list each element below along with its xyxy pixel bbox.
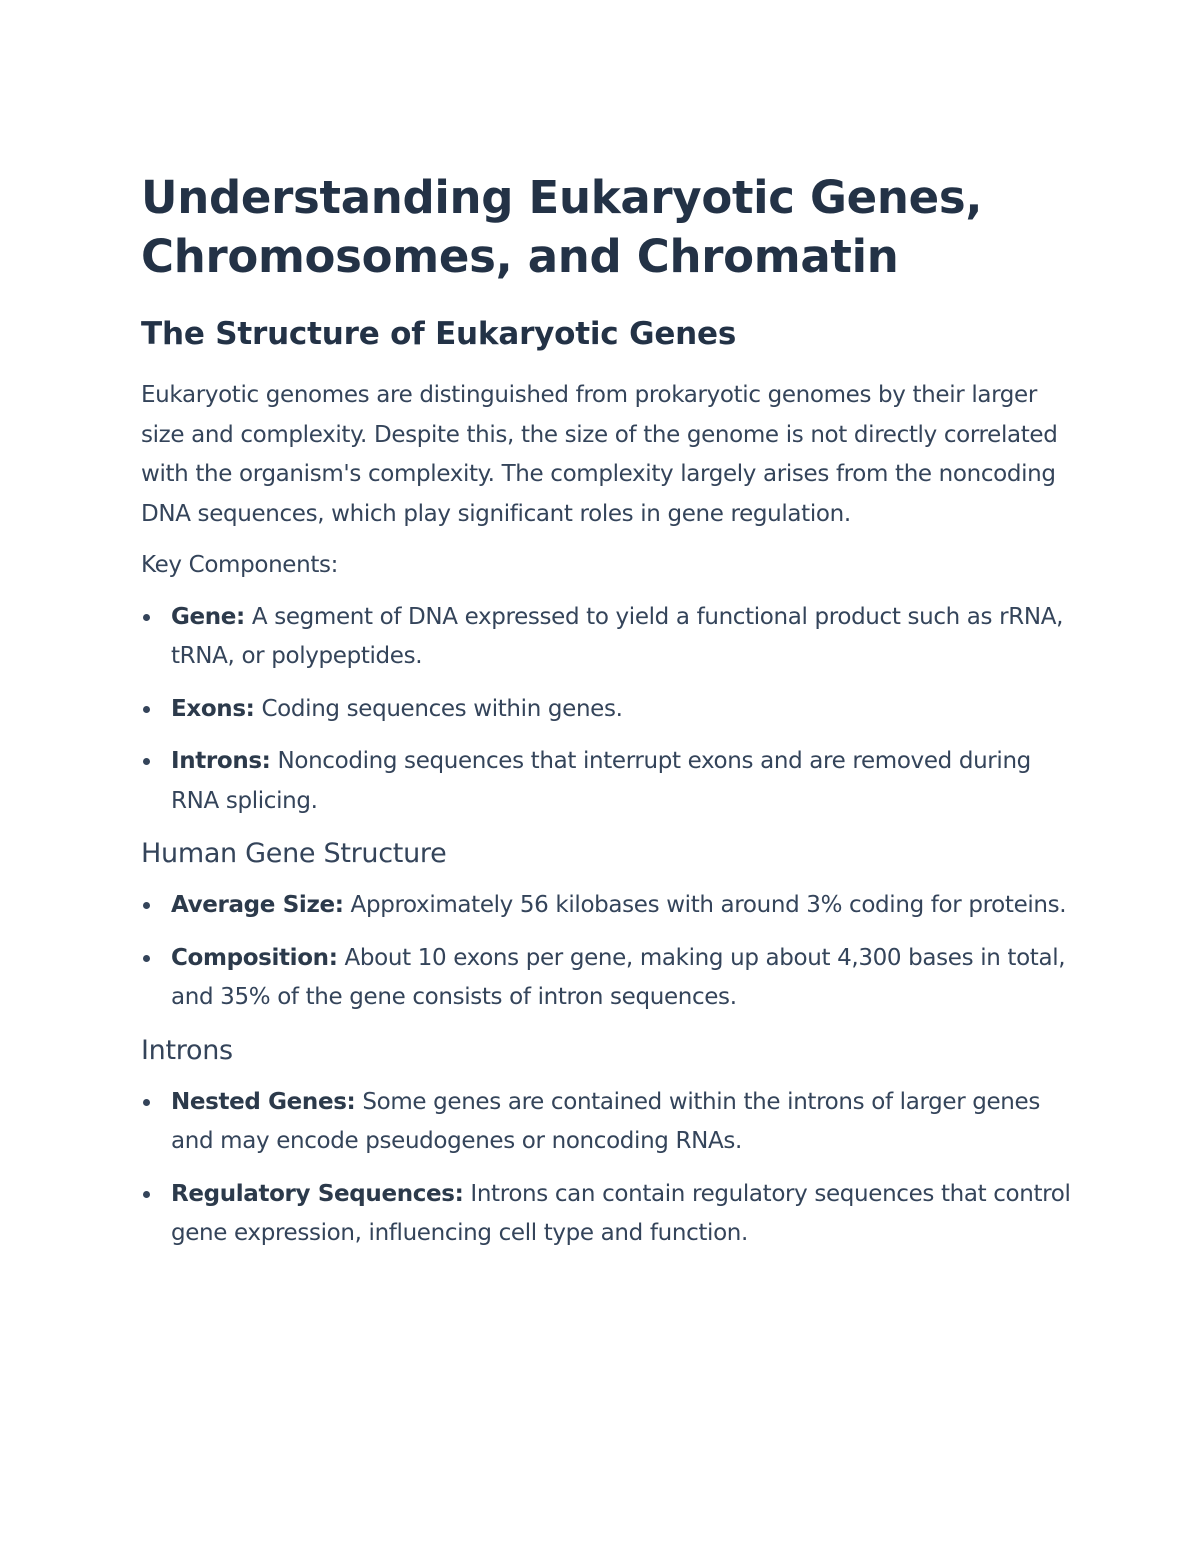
bullet-icon [143,614,150,621]
section-heading-structure: The Structure of Eukaryotic Genes [141,316,737,352]
intro-paragraph: Eukaryotic genomes are distinguished from prokaryotic genomes by their larger size and complexity. Despite this, the size of the genome is not directly correlated with the organism's complexity. The complexity largely arises from the noncoding DNA sequences, which play significant roles in gene regulation. [141,382,1058,527]
list-item-term: Exons: [171,695,255,722]
introns-list [141,1083,1071,1254]
document-title [141,168,1071,286]
list-item [141,939,1071,1018]
section-heading-human-gene: Human Gene Structure [141,838,447,869]
list-item-text: A segment of DNA expressed to yield a functional product such as rRNA, tRNA, or polypeptides. [171,603,1064,669]
human-gene-list [141,886,1071,1018]
list-item-text: Introns can contain regulatory sequences that control gene expression, influencing cell type and function. [171,1180,1071,1246]
bullet-icon [143,955,150,962]
list-item-text: Approximately 56 kilobases with around 3% coding for proteins. [343,892,1067,918]
key-components-label: Key Components: [141,552,339,578]
list-item [141,886,1071,926]
list-item [141,1175,1071,1254]
list-item [141,690,1071,730]
list-item-text: About 10 exons per gene, making up about 4,300 bases in total, and 35% of the gene consists of intron sequences. [171,944,1066,1010]
key-components-list [141,598,1071,822]
list-item [141,1083,1071,1162]
bullet-icon [143,1191,150,1198]
title-line-1: Understanding Eukaryotic Genes, [141,171,983,224]
list-item-term: Nested Genes: [171,1088,356,1115]
bullet-icon [143,902,150,909]
list-item-term: Composition: [171,944,338,971]
list-item-term: Gene: [171,603,245,630]
list-item-term: Regulatory Sequences: [171,1180,464,1207]
list-item-text: Some genes are contained within the introns of larger genes and may encode pseudogenes or noncoding RNAs. [171,1088,1040,1154]
list-item [141,598,1071,677]
bullet-icon [143,706,150,713]
document-page [141,168,1071,1267]
title-line-2: Chromosomes, and Chromatin [141,230,899,283]
list-item-text: Noncoding sequences that interrupt exons and are removed during RNA splicing. [171,748,1031,814]
list-item-text: Coding sequences within genes. [254,695,623,722]
section-heading-introns: Introns [141,1034,233,1066]
list-item [141,742,1071,821]
list-item-term: Average Size: [171,892,344,918]
bullet-icon [143,1099,150,1106]
list-item-term: Introns: [171,748,271,774]
bullet-icon [143,758,150,765]
